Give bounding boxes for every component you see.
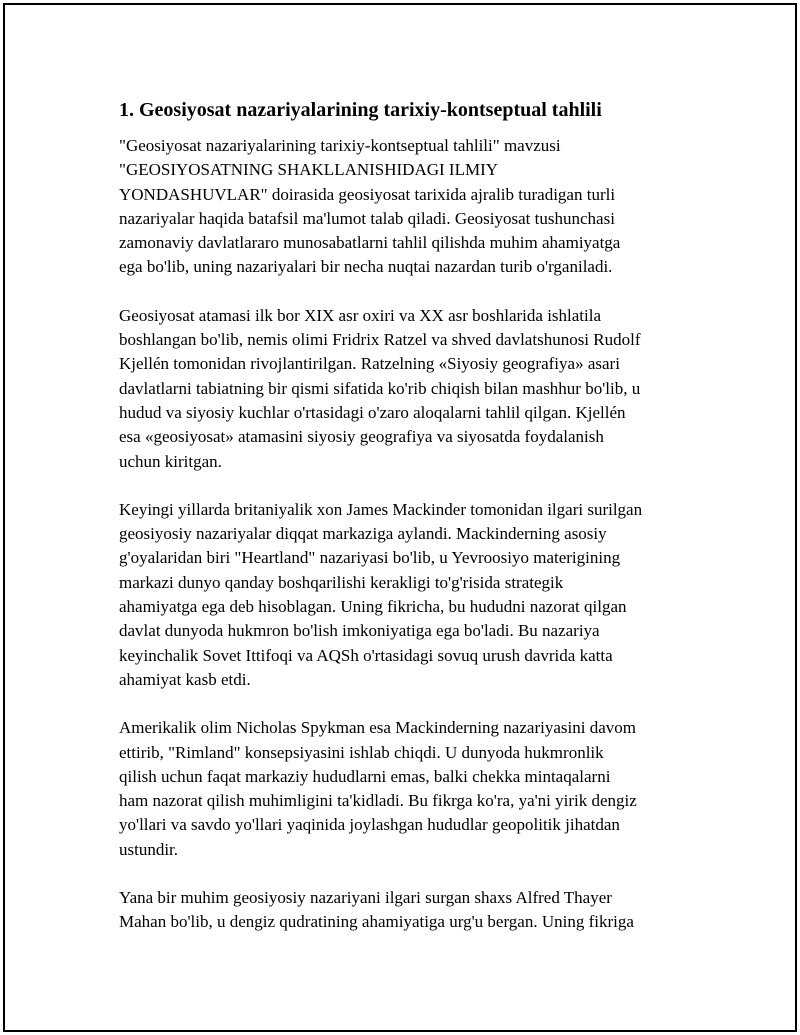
text-line: qilish uchun faqat markaziy hududlarni emas, balki chekka mintaqalarni [119,766,611,786]
paragraph-5 [119,886,699,935]
text-line: hudud va siyosiy kuchlar o'rtasidagi o'zaro aloqalarni tahlil qilgan. Kjellén [119,402,626,422]
text-line: Amerikalik olim Nicholas Spykman esa Mackinderning nazariyasini davom [119,718,636,738]
text-line: ustundir. [119,839,179,859]
text-line: davlatlarni tabiatning bir qismi sifatida ko'rib chiqish bilan mashhur bo'lib, u [119,378,641,398]
text-line: nazariyalar haqida batafsil ma'lumot talab qiladi. Geosiyosat tushunchasi [119,208,615,228]
paragraph-2 [119,304,699,474]
text-line: Mahan bo'lib, u dengiz qudratining ahamiyatiga urg'u bergan. Uning fikriga [119,912,634,932]
document-body [119,97,699,959]
text-line: Keyingi yillarda britaniyalik xon James Mackinder tomonidan ilgari surilgan [119,499,643,519]
text-line: esa «geosiyosat» atamasini siyosiy geografiya va siyosatda foydalanish [119,427,604,447]
text-line: YONDASHUVLAR" doirasida geosiyosat tarixida ajralib turadigan turli [119,184,616,204]
text-line: Kjellén tomonidan rivojlantirilgan. Ratzelning «Siyosiy geografiya» asari [119,354,620,374]
text-line: keyinchalik Sovet Ittifoqi va AQSh o'rtasidagi sovuq urush davrida katta [119,645,613,665]
paragraph-3 [119,498,699,692]
text-line: davlat dunyoda hukmron bo'lish imkoniyatiga ega bo'ladi. Bu nazariya [119,621,600,641]
text-line: Yana bir muhim geosiyosiy nazariyani ilgari surgan shaxs Alfred Thayer [119,888,612,908]
text-line: zamonaviy davlatlararo munosabatlarni tahlil qilishda muhim ahamiyatga [119,233,621,253]
text-line: "GEOSIYOSATNING SHAKLLANISHIDAGI ILMIY [119,160,499,180]
text-line: ham nazorat qilish muhimligini ta'kidladi. Bu fikrga ko'ra, ya'ni yirik dengiz [119,791,637,811]
text-line: markazi dunyo qanday boshqarilishi kerakligi to'g'risida strategik [119,572,564,592]
text-line: geosiyosiy nazariyalar diqqat markaziga aylandi. Mackinderning asosiy [119,524,607,544]
text-line: boshlangan bo'lib, nemis olimi Fridrix Ratzel va shved davlatshunosi Rudolf [119,330,641,350]
section-heading: 1. Geosiyosat nazariyalarining tarixiy-kontseptual tahlili [119,99,602,121]
text-line: ega bo'lib, uning nazariyalari bir necha nuqtai nazardan turib o'rganiladi. [119,257,613,277]
text-line: ahamiyatga ega deb hisoblagan. Uning fikricha, bu hududni nazorat qilgan [119,597,627,617]
text-line: uchun kiritgan. [119,451,222,471]
text-line: g'oyalaridan biri "Heartland" nazariyasi bo'lib, u Yevroosiyo materigining [119,548,621,568]
paragraph-4 [119,716,699,862]
text-line: ahamiyat kasb etdi. [119,669,251,689]
document-page [3,3,797,1032]
text-line: ettirib, "Rimland" konsepsiyasini ishlab chiqdi. U dunyoda hukmronlik [119,742,604,762]
paragraph-1 [119,134,699,280]
text-line: Geosiyosat atamasi ilk bor XIX asr oxiri va XX asr boshlarida ishlatila [119,305,602,325]
text-line: yo'llari va savdo yo'llari yaqinida joylashgan hududlar geopolitik jihatdan [119,815,620,835]
text-line: "Geosiyosat nazariyalarining tarixiy-kontseptual tahlili" mavzusi [119,136,561,155]
